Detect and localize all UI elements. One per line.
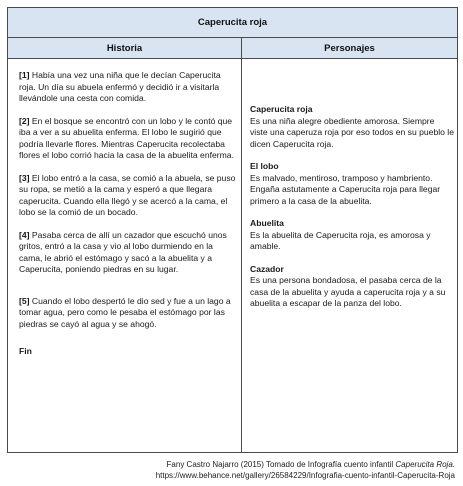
paragraph-number: [4] (19, 229, 30, 240)
character-lobo (250, 161, 454, 207)
paragraph-number: [1] (19, 70, 30, 80)
table-title: Caperucita roja (8, 8, 457, 38)
paragraph-text: El lobo entró a la casa, se comió a la abuela, se puso su ropa, se metió a la cama y esperó a que llegara caperucita. Cuando ella llegó y se acercó a la cama, el lobo se la comió de un bocado. (19, 172, 236, 217)
citation-title: Caperucita Roja. (395, 460, 455, 469)
historia-column (19, 70, 237, 358)
personajes-column (250, 104, 454, 321)
source-citation (15, 459, 455, 481)
character-name: Cazador (250, 263, 284, 274)
story-paragraph-2 (19, 116, 237, 162)
citation-text: Fany Castro Najarro (2015) Tomado de Infografía cuento infantil (166, 460, 396, 469)
paragraph-text: Cuando el lobo despertó le dio sed y fue a un lago a tomar agua, pero como le pesaba el estómago por las piedras se cayó al agua y se ahogó. (19, 295, 231, 329)
story-end: Fin (19, 346, 32, 356)
paragraph-text: Pasaba cerca de allí un cazador que escuchó unos gritos, entró a la casa y vio al lobo durmiendo en la cama, le abrió el estómago y sacó a la abuelita y a Caperucita, poniendo piedras en su lugar. (19, 229, 227, 274)
citation-url[interactable]: https://www.behance.net/gallery/26584229/Infografia-cuento-infantil-Caperucita-Roja (155, 471, 455, 480)
paragraph-number: [5] (19, 295, 30, 306)
character-name: Abuelita (250, 218, 284, 228)
character-abuelita (250, 218, 454, 253)
character-cazador (250, 264, 454, 310)
paragraph-number: [2] (19, 115, 30, 126)
citation-line-1 (15, 459, 455, 470)
story-paragraph-3 (19, 173, 237, 219)
paragraph-text: Había una vez una niña que le decían Caperucita roja. Un día su abuela enfermó y decidió ir a visitarla llevándole una cesta con comida. (19, 70, 221, 103)
story-table (7, 7, 458, 453)
column-divider (241, 38, 242, 452)
paragraph-text: En el bosque se encontró con un lobo y le contó que iba a ver a su abuelita enferma. El lobo le sugirió que podría llevarle flores. Mientras Caperucita recolectaba flores el lobo corrió hacia la casa de la abuelita enferma. (19, 115, 234, 160)
story-paragraph-5 (19, 296, 237, 331)
character-description: Es una niña alegre obediente amorosa. Siempre viste una caperuza roja por eso todos en su pueblo le dicen Caperucita roja. (250, 115, 454, 149)
table-header-row (8, 38, 457, 59)
paragraph-number: [3] (19, 172, 30, 183)
character-name: Caperucita roja (250, 104, 313, 114)
character-description: Es una persona bondadosa, el pasaba cerca de la casa de la abuelita y ayuda a caperucita roja y a su abuelita a escapar de la panza del lobo. (250, 275, 446, 308)
header-personajes: Personajes (324, 42, 375, 54)
story-paragraph-1 (19, 70, 237, 105)
character-name: El lobo (250, 161, 279, 171)
header-historia: Historia (106, 42, 143, 54)
story-paragraph-4 (19, 230, 237, 276)
character-description: Es la abuelita de Caperucita roja, es amorosa y amable. (250, 229, 431, 251)
character-caperucita (250, 104, 454, 150)
character-description: Es malvado, mentiroso, tramposo y hambriento. Engaña astutamente a Caperucita roja para llegar primero a la casa de la abuelita. (250, 172, 441, 206)
